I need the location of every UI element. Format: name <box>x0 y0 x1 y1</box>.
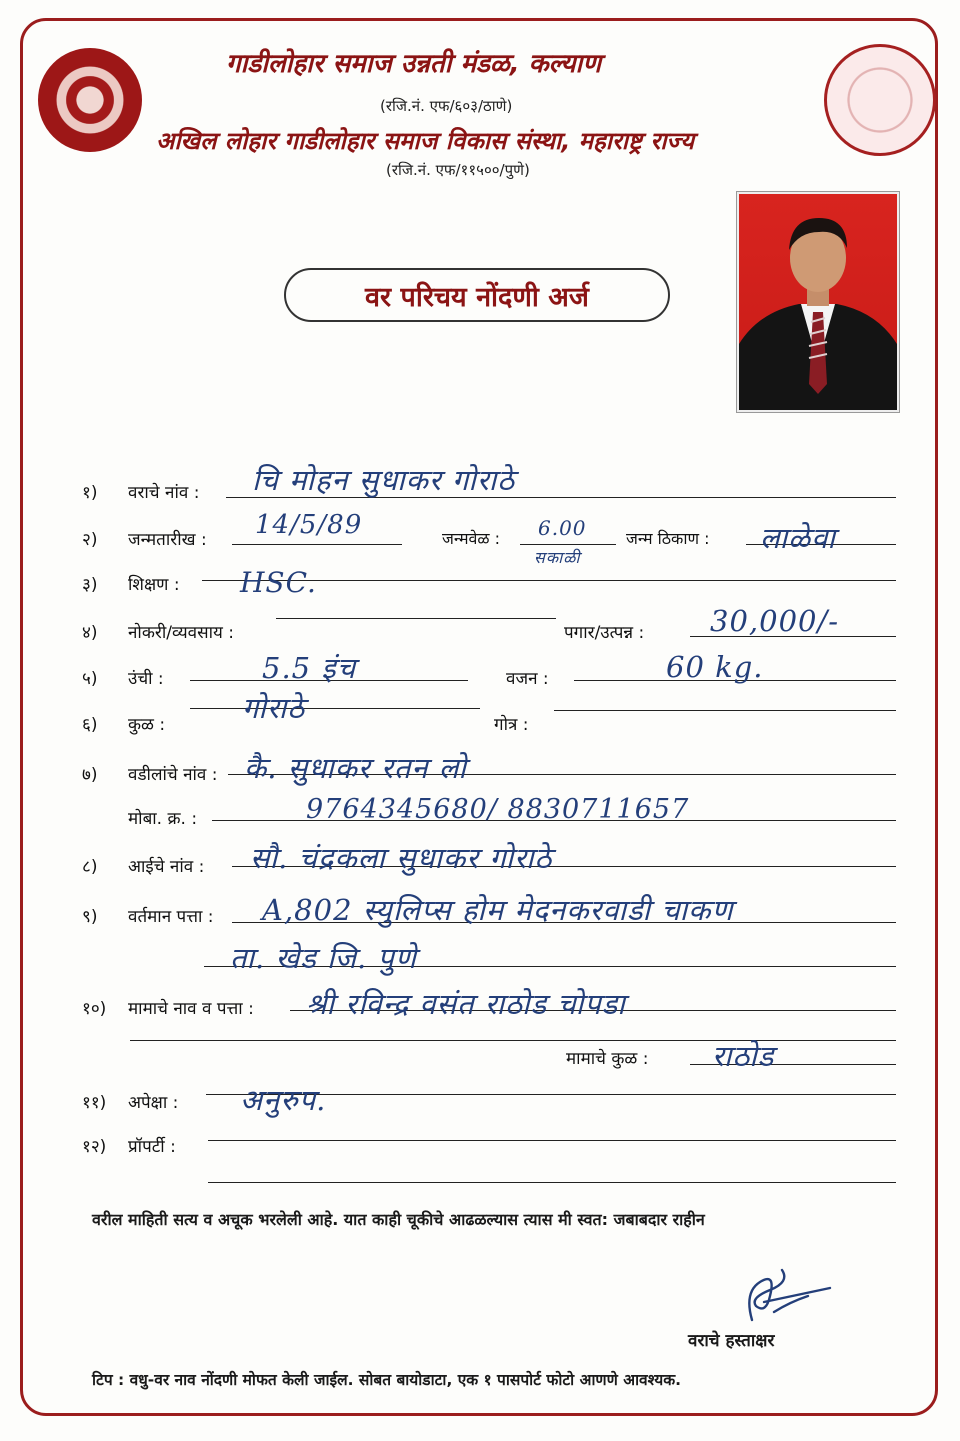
dob-value[interactable]: 14/5/89 <box>255 510 363 540</box>
income-value[interactable]: 30,000/- <box>710 604 840 638</box>
item-number: १२) <box>82 1137 107 1157</box>
uncle-clan-label: मामाचे कुळ : <box>566 1049 649 1069</box>
item-number: ९) <box>82 907 98 927</box>
item-number: ४) <box>82 623 98 643</box>
father-name-value[interactable]: कै. सुधाकर रतन लो <box>244 751 467 785</box>
item-number: ११) <box>82 1093 107 1113</box>
groom-name-label: वराचे नांव : <box>128 483 200 503</box>
occupation-label: नोकरी/व्यवसाय : <box>128 623 234 643</box>
clan-label: कुळ : <box>128 715 166 735</box>
right-emblem-seal <box>824 44 936 156</box>
weight-value[interactable]: 60 kg. <box>666 650 764 684</box>
item-number: ३) <box>82 575 98 595</box>
education-label: शिक्षण : <box>128 575 180 595</box>
signature-label: वराचे हस्ताक्षर <box>688 1331 775 1351</box>
address-label: वर्तमान पत्ता : <box>128 907 214 927</box>
org2-registration: (रजि.नं. एफ/११५००/पुणे) <box>386 161 530 179</box>
height-label: उंची : <box>128 669 164 689</box>
expectation-label: अपेक्षा : <box>128 1093 179 1113</box>
birth-time-value[interactable]: 6.00 <box>538 516 587 540</box>
expectation-value[interactable]: अनुरुप. <box>240 1083 327 1117</box>
height-value[interactable]: 5.5 इंच <box>262 651 356 685</box>
maternal-uncle-value[interactable]: श्री रविन्द्र वसंत राठोड चोपडा <box>306 987 626 1021</box>
birth-time-period[interactable]: सकाळी <box>534 548 581 567</box>
declaration-text: वरील माहिती सत्य व अचूक भरलेली आहे. यात काही चूकीचे आढळल्यास त्यास मी स्वत: जबाबदार राहीन <box>92 1210 705 1229</box>
father-name-label: वडीलांचे नांव : <box>128 765 218 785</box>
groom-name-value[interactable]: चि मोहन सुधाकर गोराठे <box>252 463 516 497</box>
address-line2-value[interactable]: ता. खेड जि. पुणे <box>230 941 417 975</box>
item-number: ६) <box>82 715 98 735</box>
form-title: वर परिचय नोंदणी अर्ज <box>284 268 670 322</box>
mother-name-value[interactable]: सौ. चंद्रकला सुधाकर गोराठे <box>250 841 553 875</box>
birth-place-label: जन्म ठिकाण : <box>626 529 710 548</box>
address-line1-value[interactable]: A,802 स्युलिप्स होम मेदनकरवाडी चाकण <box>262 893 734 927</box>
property-label: प्रॉपर्टी : <box>128 1137 176 1157</box>
birth-place-value[interactable]: लाळेवा <box>760 521 836 555</box>
maternal-uncle-label: मामाचे नाव व पत्ता : <box>128 999 254 1019</box>
item-number: ५) <box>82 669 98 689</box>
dob-label: जन्मतारीख : <box>128 530 207 550</box>
income-label: पगार/उत्पन्न : <box>564 623 645 643</box>
groom-signature <box>730 1262 840 1332</box>
birth-time-label: जन्मवेळ : <box>442 529 501 548</box>
mobile-label: मोबा. क्र. : <box>128 809 198 829</box>
passport-photo <box>737 192 899 412</box>
item-number: १) <box>82 483 98 503</box>
clan-value[interactable]: गोराठे <box>242 691 306 725</box>
item-number: ८) <box>82 857 98 877</box>
mobile-value[interactable]: 9764345680/ 8830711657 <box>306 794 690 825</box>
weight-label: वजन : <box>506 669 549 689</box>
left-emblem-seal <box>38 48 142 152</box>
mother-name-label: आईचे नांव : <box>128 857 205 877</box>
footer-note: टिप : वधु-वर नाव नोंदणी मोफत केली जाईल. सोबत बायोडाटा, एक १ पासपोर्ट फोटो आणणे आवश्यक. <box>92 1371 682 1389</box>
item-number: १०) <box>82 999 107 1019</box>
education-value[interactable]: HSC. <box>240 566 317 599</box>
item-number: २) <box>82 530 98 550</box>
org1-title: गाडीलोहार समाज उन्नती मंडळ, कल्याण <box>226 49 602 79</box>
uncle-clan-value[interactable]: राठोड <box>712 1039 775 1073</box>
item-number: ७) <box>82 765 98 785</box>
org1-registration: (रजि.नं. एफ/६०३/ठाणे) <box>380 97 513 115</box>
org2-title: अखिल लोहार गाडीलोहार समाज विकास संस्था, महाराष्ट्र राज्य <box>156 127 695 155</box>
gotra-label: गोत्र : <box>494 715 529 735</box>
